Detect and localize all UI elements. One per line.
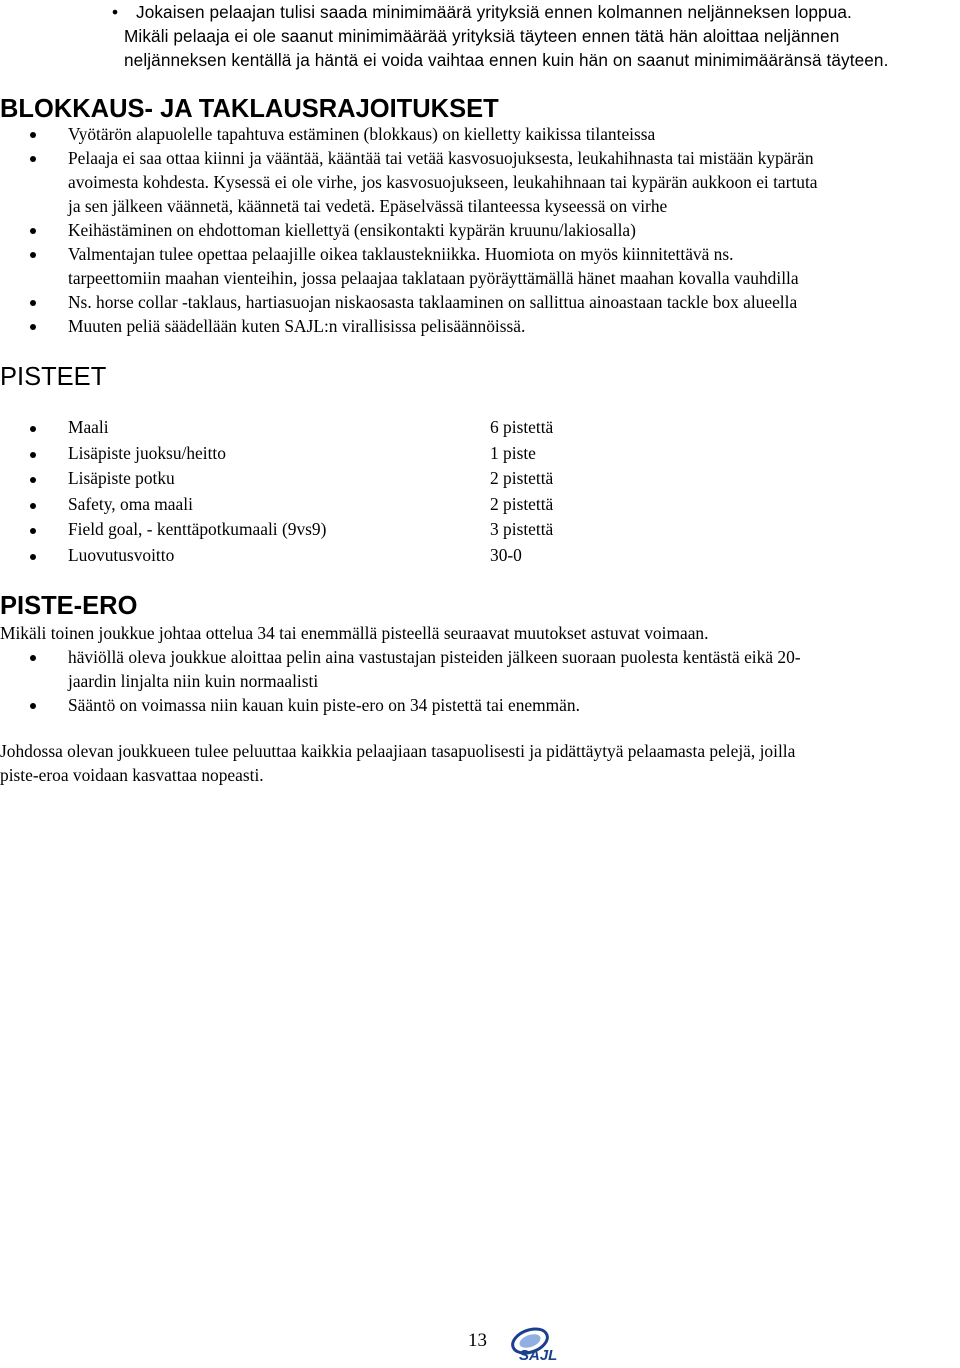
points-value: 30-0: [490, 544, 522, 565]
margin-intro: Mikäli toinen joukkue johtaa ottelua 34 tai enemmällä pisteellä seuraavat muutokset astuvat voimaan.: [0, 623, 709, 643]
continued-line-2: Mikäli pelaaja ei ole saanut minimimäärää yrityksiä täyteen ennen tätä hän aloittaa neljännen: [124, 26, 840, 46]
list-item: Pelaaja ei saa ottaa kiinni ja vääntää, kääntää tai vetää kasvosuojuksesta, leukahihnasta tai mistään kypärän avoimesta kohdesta. Kysessä ei ole virhe, jos kasvosuojukseen, leukahihnaan tai kypärän aukkoon ei tartuta ja sen jälkeen väännetä, käännetä tai vedetä. Epäselvässä tilanteessa kyseessä on virhe: [0, 146, 958, 218]
bullet-marker: •: [112, 2, 119, 22]
list-item: Ns. horse collar -taklaus, hartiasuojan niskaosasta taklaaminen on sallittua ainoastaan tackle box alueella: [0, 290, 958, 314]
margin-list: [0, 645, 958, 717]
points-value: 3 pistettä: [490, 519, 554, 539]
blocking-heading: BLOKKAUS- JA TAKLAUSRAJOITUKSET: [0, 95, 499, 123]
continued-line-1: Jokaisen pelaajan tulisi saada minimimäärä yrityksiä ennen kolmannen neljänneksen loppua.: [136, 2, 852, 22]
points-row: [0, 441, 700, 467]
bullet-dot: [30, 252, 36, 258]
continued-line-3: neljänneksen kentällä ja häntä ei voida vaihtaa ennen kuin hän on saanut minimimääränsä täyteen.: [124, 50, 889, 70]
closing-line-2: piste-eroa voidaan kasvattaa nopeasti.: [0, 765, 264, 785]
points-row: [0, 517, 700, 543]
bullet-dot: [30, 477, 36, 483]
bullet-dot: [30, 426, 36, 432]
list-item: Muuten peliä säädellään kuten SAJL:n virallisissa pelisäännöissä.: [0, 314, 958, 338]
svg-text:SAJL: SAJL: [519, 1347, 558, 1363]
bullet-dot: [30, 228, 36, 234]
points-label: Lisäpiste juoksu/heitto: [68, 442, 226, 463]
points-row: [0, 415, 700, 441]
points-heading: PISTEET: [0, 363, 107, 391]
bullet-dot: [30, 703, 36, 709]
points-value: 1 piste: [490, 442, 536, 463]
list-item: Valmentajan tulee opettaa pelaajille oikea taklaustekniikka. Huomiota on myös kiinnitettävä ns. tarpeettomiin maahan vienteihin, jossa pelaajaa taklataan pyöräyttämällä hänet maahan kovalla vauhdilla: [0, 242, 958, 290]
points-row: [0, 492, 700, 518]
points-label: Maali: [68, 417, 109, 437]
bullet-dot: [30, 554, 36, 560]
points-label: Luovutusvoitto: [68, 544, 175, 565]
continued-bullet: [112, 0, 954, 72]
points-value: 2 pistettä: [490, 493, 554, 514]
points-label: Field goal, - kenttäpotkumaali (9vs9): [68, 519, 327, 539]
points-list: [0, 415, 700, 568]
points-value: 2 pistettä: [490, 468, 554, 488]
closing-line-1: Johdossa olevan joukkueen tulee peluuttaa kaikkia pelaajiaan tasapuolisesti ja pidättäytyä pelaamasta pelejä, joilla: [0, 741, 796, 761]
margin-heading: PISTE-ERO: [0, 592, 138, 620]
points-label: Safety, oma maali: [68, 493, 193, 514]
points-row: [0, 543, 700, 569]
list-item: häviöllä oleva joukkue aloittaa pelin aina vastustajan pisteiden jälkeen suoraan puolesta kentästä eikä 20- jaardin linjalta niin kuin normaalisti: [0, 645, 958, 693]
bullet-dot: [30, 528, 36, 534]
page-number: 13: [468, 1330, 487, 1351]
bullet-dot: [30, 324, 36, 330]
points-row: [0, 466, 700, 492]
bullet-dot: [30, 452, 36, 458]
bullet-dot: [30, 655, 36, 661]
list-item: Sääntö on voimassa niin kauan kuin piste-ero on 34 pistettä tai enemmän.: [0, 693, 958, 717]
points-value: 6 pistettä: [490, 417, 554, 437]
bullet-dot: [30, 300, 36, 306]
bullet-dot: [30, 156, 36, 162]
list-item: Vyötärön alapuolelle tapahtuva estäminen (blokkaus) on kielletty kaikissa tilanteissa: [0, 122, 958, 146]
list-item: Keihästäminen on ehdottoman kiellettyä (ensikontakti kypärän kruunu/lakiosalla): [0, 218, 958, 242]
bullet-dot: [30, 503, 36, 509]
closing-paragraph: [0, 739, 958, 787]
blocking-list: [0, 122, 958, 338]
points-label: Lisäpiste potku: [68, 468, 175, 488]
sajl-logo: [506, 1327, 574, 1363]
bullet-dot: [30, 132, 36, 138]
